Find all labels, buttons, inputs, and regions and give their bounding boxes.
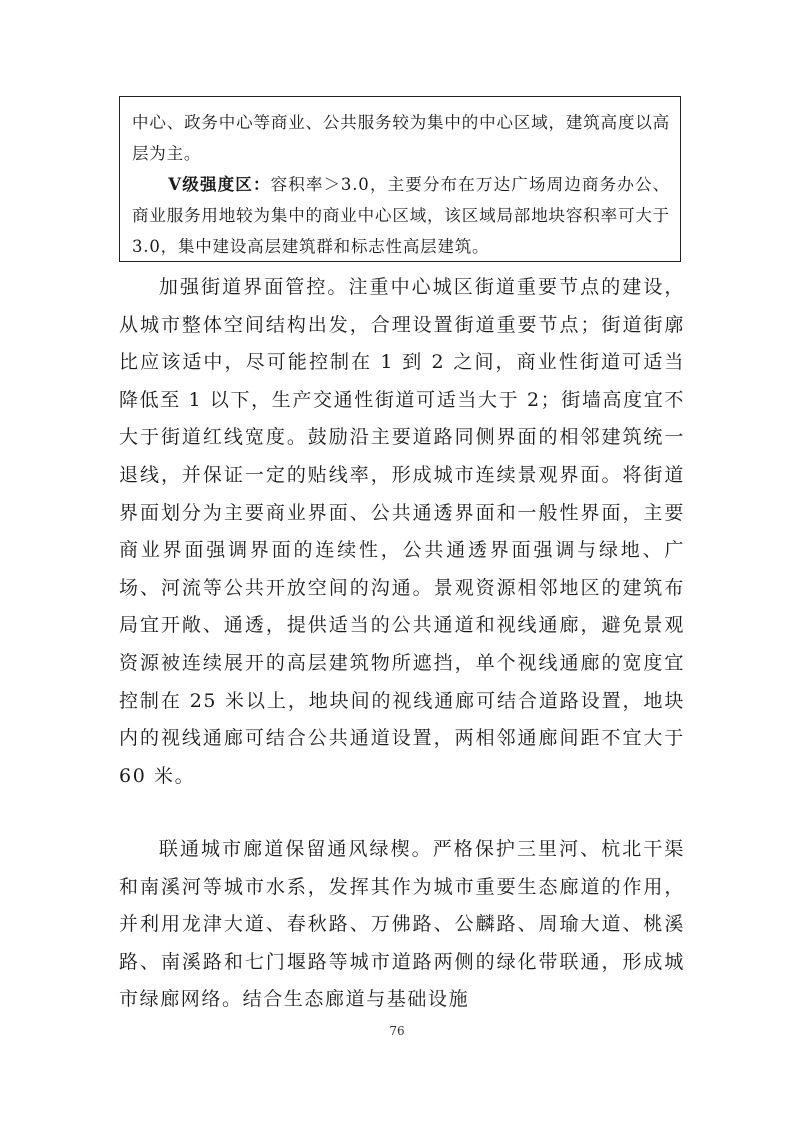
- intensity-zone-box: [119, 96, 681, 262]
- zone5-text: 容积率＞3.0，主要分布在万达广场周边商务办公、商业服务用地较为集中的商业中心区域，该区域局部地块容积率可大于 3.0，集中建设高层建筑群和标志性高层建筑。: [132, 175, 670, 256]
- street-interface-paragraph: 加强街道界面管控。注重中心城区街道重要节点的建设，从城市整体空间结构出发，合理设置街道重要节点；街道街廓比应该适中，尽可能控制在 1 到 2 之间，商业性街道可适当降低至 1 以下，生产交通性街道可适当大于 2；街墙高度宜不大于街道红线宽度。鼓励沿主要道路同侧界面的相邻建筑统一退线，并保证一定的贴线率，形成城市连续景观界面。将街道界面划分为主要商业界面、公共通透界面和一般性界面，主要商业界面强调界面的连续性，公共通透界面强调与绿地、广场、河流等公共开放空间的沟通。景观资源相邻地区的建筑布局宜开敞、通透，提供适当的公共通道和视线通廊，避免景观资源被连续展开的高层建筑物所遮挡，单个视线通廊的宽度宜控制在 25 米以上，地块间的视线通廊可结合道路设置，地块内的视线通廊可结合公共通道设置，两相邻通廊间距不宜大于 60 米。: [119, 276, 685, 787]
- page-number: 76: [389, 1024, 405, 1038]
- ventilation-corridor-paragraph: 联通城市廊道保留通风绿楔。严格保护三里河、杭北干渠和南溪河等城市水系，发挥其作为城市重要生态廊道的作用，并利用龙津大道、春秋路、万佛路、公麟路、周瑜大道、桃溪路、南溪路和七门堰路等城市道路两侧的绿化带联通，形成城市绿廊网络。结合生态廊道与基础设施: [119, 838, 685, 1011]
- zone-continuation-text: 中心、政务中心等商业、公共服务较为集中的中心区域，建筑高度以高层为主。: [132, 113, 670, 163]
- zone5-paragraph: [132, 169, 670, 262]
- zone5-label: Ⅴ级强度区：: [168, 175, 271, 194]
- ventilation-corridor-section: [119, 831, 685, 1019]
- street-interface-section: [119, 269, 685, 795]
